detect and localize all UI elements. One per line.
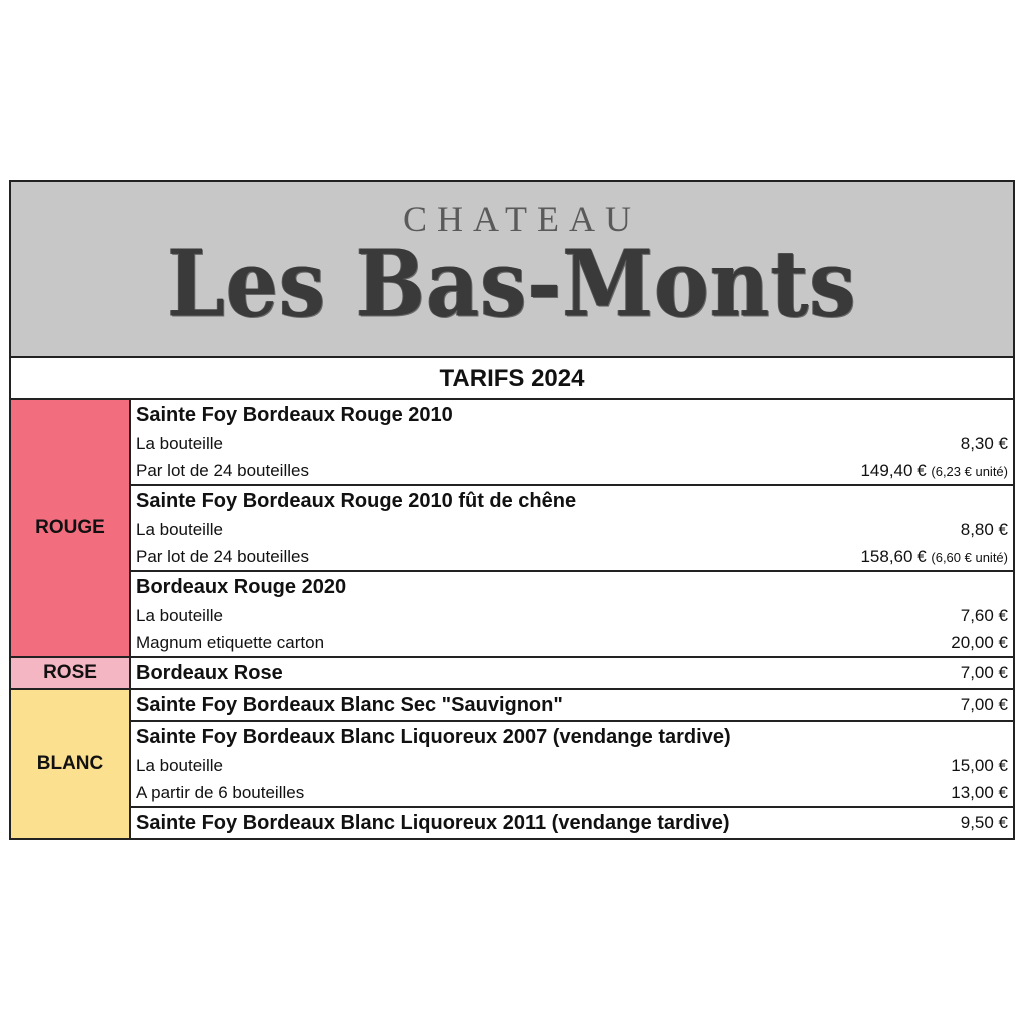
unit-price-note: (6,23 € unité) [931, 463, 1008, 479]
product-header-row [131, 722, 1013, 752]
price-row-label: La bouteille [136, 433, 223, 453]
product-header-row [131, 658, 1013, 688]
price-row-label: A partir de 6 bouteilles [136, 782, 305, 802]
product-price: 9,50 € [960, 813, 1008, 832]
price-row [131, 779, 1013, 806]
product-header-row [131, 572, 1013, 602]
price-row-label: La bouteille [136, 519, 223, 539]
section-blanc [11, 690, 1013, 838]
price-row [131, 430, 1013, 457]
price-row [131, 602, 1013, 629]
price-row-value [961, 434, 1008, 454]
section-rouge [11, 400, 1013, 658]
price-amount: 149,40 € [860, 460, 927, 480]
product [131, 486, 1013, 572]
price-row [131, 457, 1013, 484]
product-price: 7,00 € [960, 695, 1008, 714]
product-header-row [131, 808, 1013, 838]
product-header-row [131, 486, 1013, 516]
price-amount: 7,60 € [960, 605, 1008, 625]
product-price: 7,00 € [960, 663, 1008, 682]
product [131, 690, 1013, 722]
product [131, 400, 1013, 486]
price-row-value [951, 756, 1008, 776]
price-row-value [951, 633, 1008, 653]
product-name: Sainte Foy Bordeaux Blanc Sec "Sauvignon" [136, 693, 563, 716]
price-row [131, 516, 1013, 543]
product [131, 658, 1013, 688]
price-row-value [860, 547, 1008, 567]
product [131, 722, 1013, 808]
unit-price-note: (6,60 € unité) [931, 549, 1008, 565]
product-list [131, 400, 1013, 656]
price-row-label: La bouteille [136, 605, 223, 625]
price-amount: 8,80 € [960, 519, 1008, 539]
price-amount: 15,00 € [951, 755, 1008, 775]
product [131, 572, 1013, 656]
category-label: ROUGE [11, 400, 131, 656]
price-row-value [951, 783, 1008, 803]
price-list-sheet [9, 180, 1015, 840]
price-row-value [961, 520, 1008, 540]
product-name: Bordeaux Rose [136, 661, 283, 684]
product-name: Sainte Foy Bordeaux Blanc Liquoreux 2011 (vendange tardive) [136, 811, 730, 834]
product-name: Sainte Foy Bordeaux Rouge 2010 [136, 403, 453, 426]
product-name: Bordeaux Rouge 2020 [136, 575, 347, 598]
product-header-row [131, 400, 1013, 430]
price-row [131, 629, 1013, 656]
price-row-label: La bouteille [136, 755, 223, 775]
price-amount: 20,00 € [951, 632, 1008, 652]
price-row [131, 543, 1013, 570]
price-row-label: Magnum etiquette carton [136, 632, 325, 652]
section-rose [11, 658, 1013, 690]
price-list-title: TARIFS 2024 [11, 358, 1013, 400]
price-row-label: Par lot de 24 bouteilles [136, 546, 309, 566]
product-list [131, 658, 1013, 688]
product-header-row [131, 690, 1013, 720]
price-row-value [961, 606, 1008, 626]
price-amount: 158,60 € [860, 546, 927, 566]
price-row [131, 752, 1013, 779]
category-label: BLANC [11, 690, 131, 838]
product-name: Sainte Foy Bordeaux Rouge 2010 fût de chêne [136, 489, 577, 512]
product-list [131, 690, 1013, 838]
price-row-value [860, 461, 1008, 481]
category-label: ROSE [11, 658, 131, 688]
price-amount: 8,30 € [960, 433, 1008, 453]
price-sections [11, 400, 1013, 838]
estate-name: Les Bas-Monts [167, 230, 857, 338]
price-amount: 13,00 € [951, 782, 1008, 802]
estate-header [11, 182, 1013, 358]
product-name: Sainte Foy Bordeaux Blanc Liquoreux 2007 (vendange tardive) [136, 725, 731, 748]
price-row-label: Par lot de 24 bouteilles [136, 460, 309, 480]
product [131, 808, 1013, 838]
chateau-label: CHATEAU [403, 199, 641, 239]
